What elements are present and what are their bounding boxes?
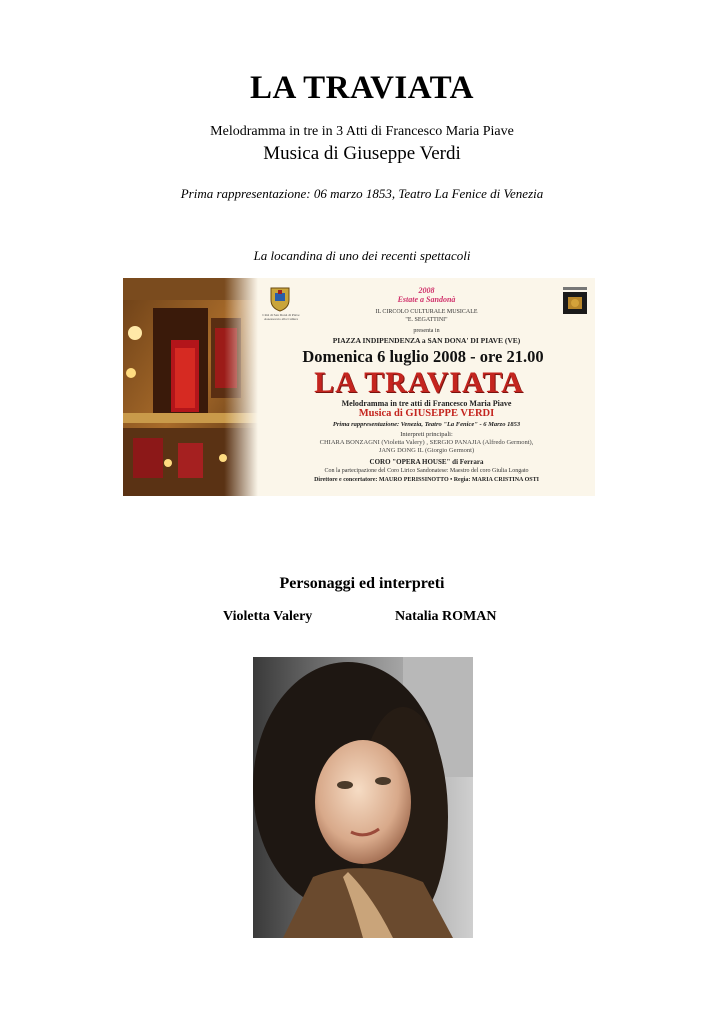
poster-coro: CORO "OPERA HOUSE" di Ferrara — [369, 458, 484, 466]
poster-caption: La locandina di uno dei recenti spettacoli — [253, 248, 471, 263]
poster-event: Estate a Sandonà — [397, 295, 456, 304]
poster-interpreti-heading: Interpreti principali: — [400, 431, 453, 438]
poster-circolo: IL CIRCOLO CULTURALE MUSICALE — [375, 309, 478, 315]
crest-caption-2: Assessorato alla Cultura — [263, 317, 299, 321]
poster-melodramma: Melodramma in tre atti di Francesco Maria Piave — [341, 399, 512, 408]
section-heading: Personaggi ed interpreti — [279, 575, 445, 592]
theater-interior-image — [123, 278, 258, 496]
poster-title: LA TRAVIATA — [314, 366, 524, 399]
poster-musica: Musica di GIUSEPPE VERDI — [358, 408, 495, 419]
crest-caption-1: Città di San Donà di Piave — [262, 313, 300, 317]
poster-year: 2008 — [418, 286, 435, 295]
premiere-line: Prima rappresentazione: 06 marzo 1853, Teatro La Fenice di Venezia — [180, 186, 544, 201]
poster-circolo-name: "E. SEGATTINI" — [405, 317, 448, 323]
poster-presenta: presenta in — [413, 328, 440, 334]
singer-portrait-photo — [253, 657, 473, 938]
poster-prima: Prima rappresentazione: Venezia, Teatro "La Fenice" - 6 Marzo 1853 — [332, 421, 521, 428]
cast-singer: Natalia ROMAN — [395, 609, 497, 624]
subtitle: Melodramma in tre in 3 Atti di Francesco Maria Piave — [210, 124, 514, 139]
poster-venue: PIAZZA INDIPENDENZA a SAN DONA' DI PIAVE (VE) — [332, 336, 521, 345]
poster-date: Domenica 6 luglio 2008 - ore 21.00 — [302, 347, 544, 366]
page-title: LA TRAVIATA — [249, 70, 475, 106]
poster-image — [123, 278, 595, 496]
poster-cast-line: CHIARA BONZAGNI (Violetta Valery) , SERGIO PANAJIA (Alfredo Germont), — [319, 439, 534, 446]
poster-direttore: Direttore e concertatore: MAURO PERISSINOTTO • Regia: MARIA CRISTINA OSTI — [314, 477, 539, 483]
cast-role: Violetta Valery — [223, 609, 313, 624]
composer-line: Musica di Giuseppe Verdi — [263, 143, 461, 164]
poster-partecipazione: Con la partecipazione del Coro Lirico Sandonatese: Maestro del coro Giulia Longato — [324, 468, 529, 474]
poster-cast-line: JANG DONG IL (Giorgio Germont) — [378, 447, 475, 454]
